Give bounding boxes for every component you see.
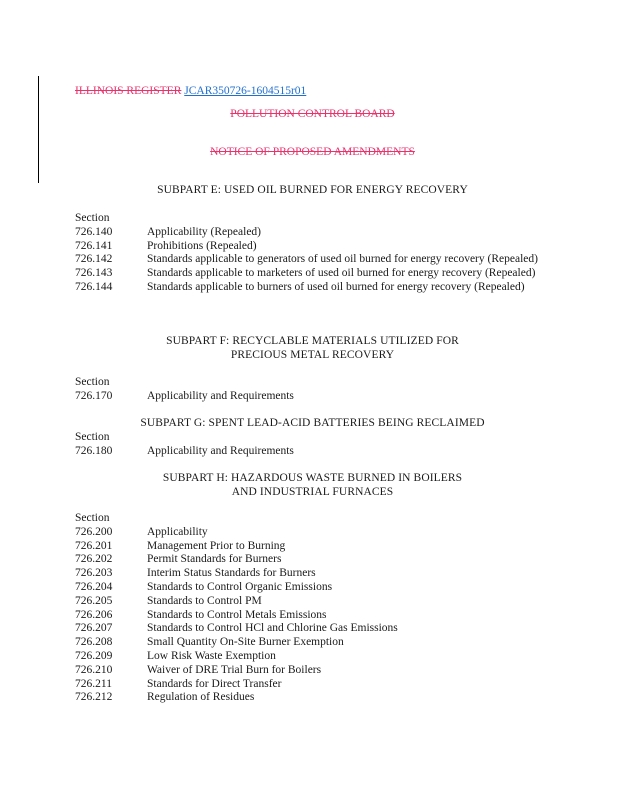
section-title: Standards applicable to marketers of used oil burned for energy recovery (Repealed) xyxy=(147,267,536,280)
list-item xyxy=(75,390,555,404)
list-item xyxy=(75,691,555,705)
section-title: Regulation of Residues xyxy=(147,691,255,704)
list-item xyxy=(75,567,555,581)
register-header xyxy=(75,85,306,97)
section-number: 726.170 xyxy=(75,389,113,402)
list-item xyxy=(75,650,555,664)
list-item xyxy=(75,609,555,623)
section-number: 726.202 xyxy=(75,553,113,566)
section-number: 726.142 xyxy=(75,253,113,266)
section-number: 726.208 xyxy=(75,636,113,649)
section-title: Applicability xyxy=(147,525,208,538)
section-title: Standards to Control HCl and Chlorine Gas Emissions xyxy=(147,622,398,635)
subpart-e-title: SUBPART E: USED OIL BURNED FOR ENERGY RECOVERY xyxy=(157,184,468,196)
list-item xyxy=(75,622,555,636)
section-number: 726.211 xyxy=(75,677,112,690)
section-number: 726.204 xyxy=(75,580,113,593)
section-number: 726.180 xyxy=(75,444,113,457)
subpart-g-sections xyxy=(75,431,555,459)
section-title: Prohibitions (Repealed) xyxy=(147,239,257,252)
revision-change-bar xyxy=(38,76,39,183)
section-title: Standards to Control Metals Emissions xyxy=(147,608,327,621)
list-item xyxy=(75,636,555,650)
list-item xyxy=(75,253,555,267)
section-title: Applicability (Repealed) xyxy=(147,225,262,238)
board-header xyxy=(75,108,550,120)
section-title: Standards to Control Organic Emissions xyxy=(147,580,333,593)
list-item xyxy=(75,581,555,595)
notice-title-deleted: NOTICE OF PROPOSED AMENDMENTS xyxy=(210,146,415,158)
section-number: 726.203 xyxy=(75,567,113,580)
register-id-inserted[interactable]: JCAR350726-1604515r01 xyxy=(184,85,307,97)
section-title: Waiver of DRE Trial Burn for Boilers xyxy=(147,663,322,676)
section-number: 726.209 xyxy=(75,649,113,662)
section-number: 726.144 xyxy=(75,280,113,293)
list-item xyxy=(75,240,555,254)
subpart-f-title xyxy=(75,334,550,362)
section-title: Small Quantity On-Site Burner Exemption xyxy=(147,636,344,649)
list-item xyxy=(75,553,555,567)
section-label: Section xyxy=(75,376,110,388)
list-item xyxy=(75,281,555,295)
section-title: Standards applicable to burners of used oil burned for energy recovery (Repealed) xyxy=(147,280,525,293)
notice-header xyxy=(75,146,550,158)
section-title: Applicability and Requirements xyxy=(147,444,294,457)
section-number: 726.212 xyxy=(75,691,113,704)
list-item xyxy=(75,664,555,678)
subpart-f-title-line1: SUBPART F: RECYCLABLE MATERIALS UTILIZED FOR xyxy=(166,335,459,347)
section-number: 726.205 xyxy=(75,594,113,607)
section-label: Section xyxy=(75,431,110,443)
list-item xyxy=(75,226,555,240)
section-label: Section xyxy=(75,212,110,224)
list-item xyxy=(75,540,555,554)
subpart-f-sections xyxy=(75,376,555,404)
section-title: Applicability and Requirements xyxy=(147,389,294,402)
subpart-h-title-line2: AND INDUSTRIAL FURNACES xyxy=(231,486,394,498)
board-name-deleted: POLLUTION CONTROL BOARD xyxy=(230,108,395,120)
section-title: Interim Status Standards for Burners xyxy=(147,567,316,580)
section-title: Standards for Direct Transfer xyxy=(147,677,282,690)
subpart-h-title-line1: SUBPART H: HAZARDOUS WASTE BURNED IN BOILERS xyxy=(162,472,463,484)
section-title: Management Prior to Burning xyxy=(147,539,286,552)
section-number: 726.206 xyxy=(75,608,113,621)
section-number: 726.140 xyxy=(75,225,113,238)
section-title: Standards to Control PM xyxy=(147,594,262,607)
section-number: 726.200 xyxy=(75,525,113,538)
section-label: Section xyxy=(75,512,110,524)
list-item xyxy=(75,595,555,609)
section-number: 726.141 xyxy=(75,239,113,252)
register-name-deleted: ILLINOIS REGISTER xyxy=(75,85,182,97)
section-number: 726.201 xyxy=(75,539,113,552)
section-number: 726.143 xyxy=(75,267,113,280)
section-title: Permit Standards for Burners xyxy=(147,553,282,566)
subpart-e-sections xyxy=(75,212,555,295)
section-title: Low Risk Waste Exemption xyxy=(147,649,276,662)
list-item xyxy=(75,267,555,281)
section-number: 726.207 xyxy=(75,622,113,635)
list-item xyxy=(75,526,555,540)
subpart-h-sections xyxy=(75,512,555,705)
section-number: 726.210 xyxy=(75,663,113,676)
list-item xyxy=(75,445,555,459)
section-title: Standards applicable to generators of used oil burned for energy recovery (Repealed) xyxy=(147,253,538,266)
subpart-f-title-line2: PRECIOUS METAL RECOVERY xyxy=(230,349,395,361)
list-item xyxy=(75,678,555,692)
subpart-g-title: SUBPART G: SPENT LEAD-ACID BATTERIES BEING RECLAIMED xyxy=(140,417,485,429)
subpart-h-title xyxy=(75,471,550,499)
